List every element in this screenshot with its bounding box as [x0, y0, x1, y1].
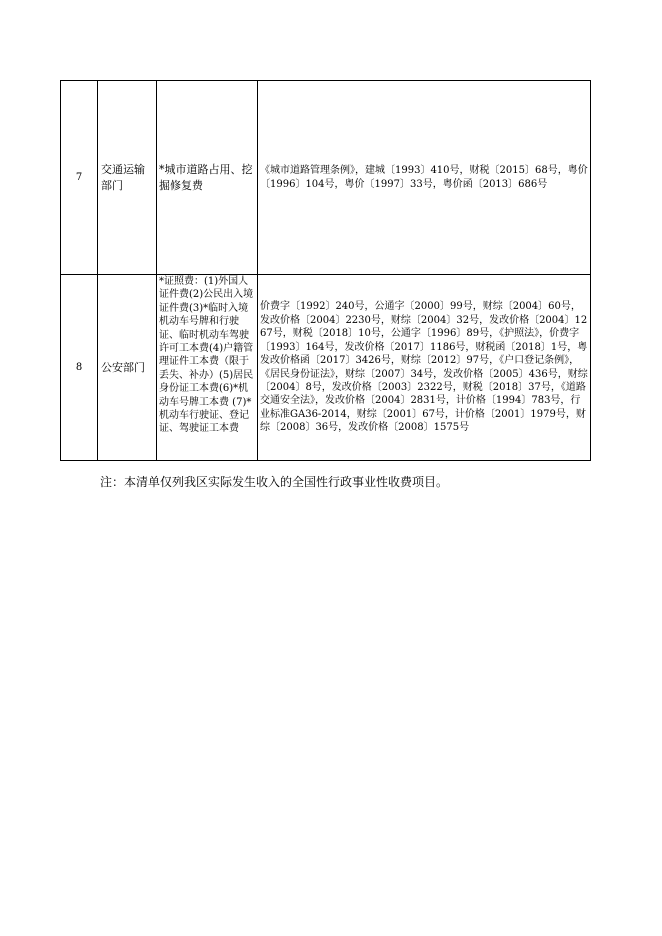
row-8-department: 公安部门 — [98, 275, 157, 461]
row-7-fee-item: *城市道路占用、挖掘修复费 — [157, 81, 258, 275]
table-row-8 — [61, 275, 591, 461]
row-7-department: 交通运输部门 — [98, 81, 157, 275]
row-7-number: 7 — [61, 81, 98, 275]
row-8-legal-basis: 价费字〔1992〕240号，公通字〔2000〕99号，财综〔2004〕60号，发改价格〔2004〕2230号，财综〔2004〕32号，发改价格〔2004〕1267号，财税〔2018〕10号，公通字〔1996〕89号，《护照法》，价费字〔1993〕164号，发改价格〔2017〕1186号，财税函〔2018〕1号，粤发改价格函〔2017〕3426号，财综〔2012〕97号，《户口登记条例》，《居民身份证法》，财综〔2007〕34号，发改价格〔2005〕436号，财综〔2004〕8号，发改价格〔2003〕2322号，财税〔2018〕37号，《道路交通安全法》，发改价格〔2004〕2831号，计价格〔1994〕783号，行业标准GA36-2014，财综〔2001〕67号，计价格〔2001〕1979号，财综〔2008〕36号，发改价格〔2008〕1575号 — [260, 301, 588, 434]
fee-table — [60, 80, 591, 461]
row-8-number: 8 — [61, 275, 98, 461]
row-8-fee-item: *证照费：(1)外国人证件费(2)公民出入境证件费(3)*临时入境机动车号牌和行驶证、临时机动车驾驶许可工本费(4)户籍管理证件工本费（限于丢失、补办）(5)居民身份证工本费(6)*机动车号牌工本费 (7)*机动车行驶证、登记证、驾驶证工本费 — [159, 276, 254, 435]
table-row-7 — [61, 81, 591, 275]
row-8-legal-basis-cell — [258, 275, 591, 461]
footnote: 注：本清单仅列我区实际发生收入的全国性行政事业性收费项目。 — [100, 475, 449, 489]
row-8-fee-item-cell — [157, 275, 258, 461]
row-7-legal-basis: 《城市道路管理条例》，建城〔1993〕410号，财税〔2015〕68号，粤价〔1996〕104号，粤价〔1997〕33号，粤价函〔2013〕686号 — [258, 81, 591, 275]
